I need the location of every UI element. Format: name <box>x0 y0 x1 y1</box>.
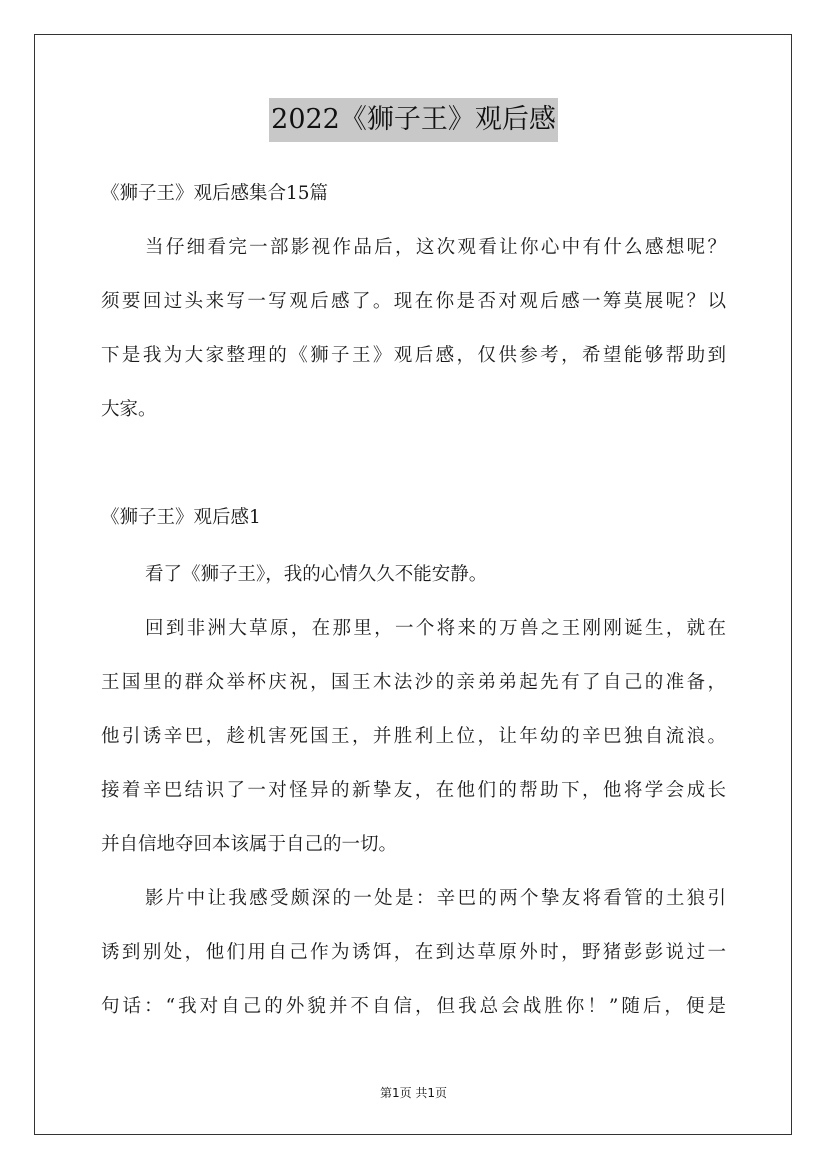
intro-line-3: 下是我为大家整理的《狮子王》观后感，仅供参考，希望能够帮助到 <box>101 345 726 366</box>
paragraph-2-line-3: 他引诱辛巴，趁机害死国王，并胜利上位，让年幼的辛巴独自流浪。 <box>101 726 726 747</box>
section-heading: 《狮子王》观后感1 <box>101 507 261 528</box>
paragraph-2-line-4: 接着辛巴结识了一对怪异的新挚友，在他们的帮助下，他将学会成长 <box>101 780 726 801</box>
document-title: 2022《狮子王》观后感 <box>269 98 558 142</box>
paragraph-2-line-5: 并自信地夺回本该属于自己的一切。 <box>101 834 398 855</box>
paragraph-3-line-3: 句话：“我对自己的外貌并不自信，但我总会战胜你！”随后，便是 <box>101 996 726 1017</box>
intro-line-2: 须要回过头来写一写观后感了。现在你是否对观后感一筹莫展呢？以 <box>101 291 726 312</box>
intro-line-1: 当仔细看完一部影视作品后，这次观看让你心中有什么感想呢？ <box>145 237 726 258</box>
paragraph-3-line-2: 诱到别处，他们用自己作为诱饵，在到达草原外时，野猪彭彭说过一 <box>101 942 726 963</box>
paragraph-3-line-1: 影片中让我感受颇深的一处是：辛巴的两个挚友将看管的土狼引 <box>145 888 726 909</box>
subtitle: 《狮子王》观后感集合15篇 <box>101 183 329 204</box>
intro-line-4: 大家。 <box>101 399 157 420</box>
paragraph-2-line-1: 回到非洲大草原，在那里，一个将来的万兽之王刚刚诞生，就在 <box>145 618 726 639</box>
title-container <box>0 98 827 142</box>
paragraph-1: 看了《狮子王》，我的心情久久不能安静。 <box>145 564 488 585</box>
page-footer: 第1页 共1页 <box>379 1086 448 1100</box>
paragraph-2-line-2: 王国里的群众举杯庆祝，国王木法沙的亲弟弟起先有了自己的准备， <box>101 672 726 693</box>
